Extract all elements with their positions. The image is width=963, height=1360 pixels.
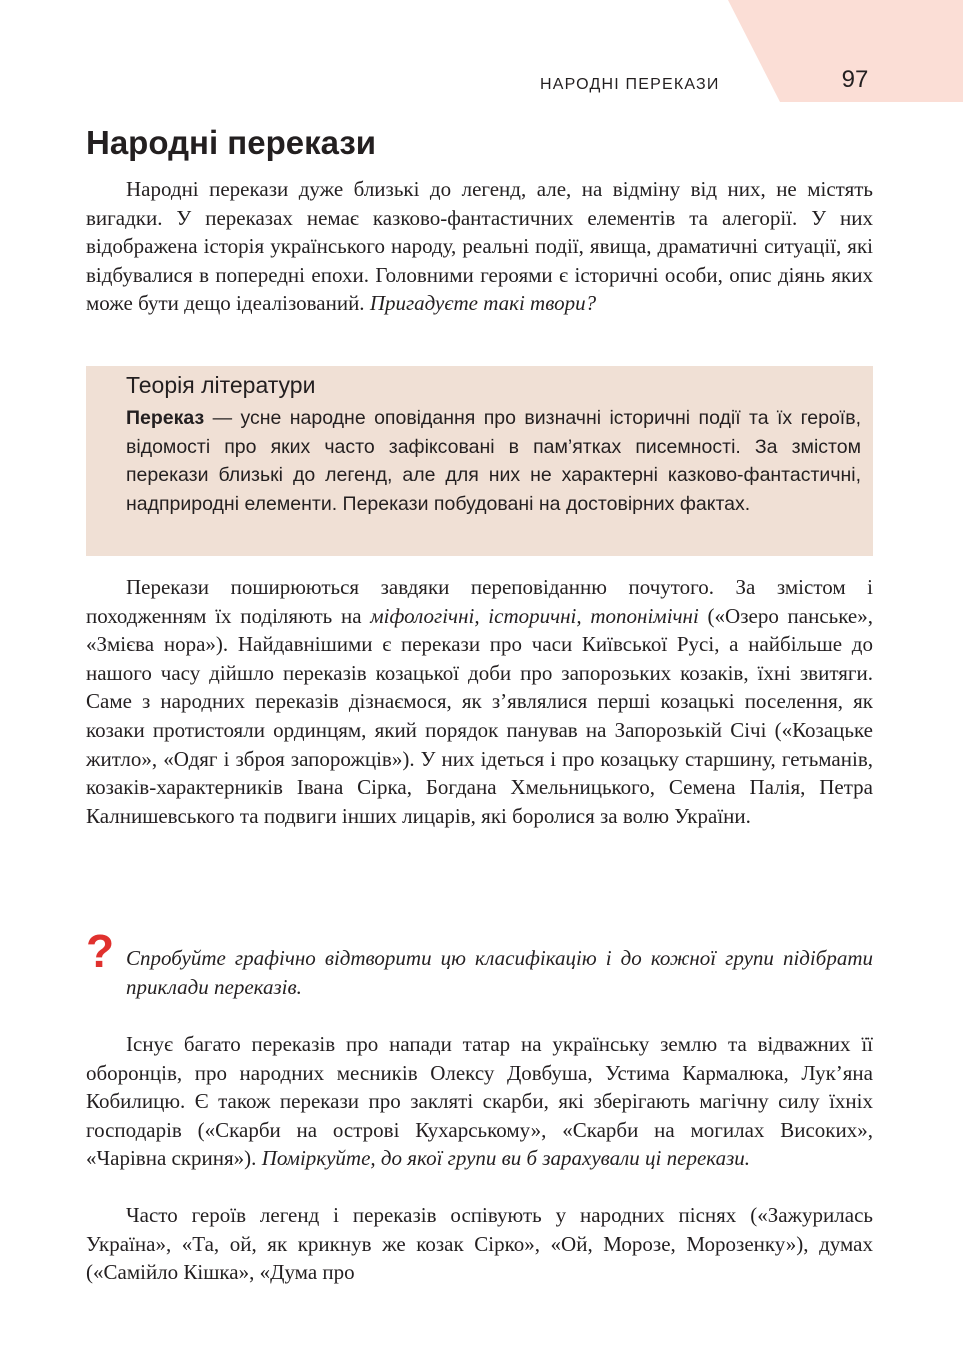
classification-paragraph [86, 573, 873, 830]
classification-types: міфологічні, історичні, топонімічні [370, 603, 699, 628]
page-title: Народні перекази [86, 124, 377, 161]
songs-text: Часто героїв легенд і переказів оспівують у народних піснях («Зажурилась Україна», «Та, ой, як крикнув же козак Сірко», «Ой, Морозе, Морозенку»), думах («Самійло Кішка», «Дума про [86, 1203, 873, 1285]
theory-term: Переказ [126, 407, 205, 429]
treasures-text: Існує багато переказів про напади татар на українську землю та відважних її оборонців, про народних месників Олексу Довбуша, Устима Кармалюка, Лук’яна Кобилицю. Є також перекази про закляті скарби, які зберігають магічну силу їхніх господарів («Скарби на острові Кухарському», «Скарби на могилах Високих», «Чарівна скриня»). [86, 1032, 873, 1171]
intro-paragraph [86, 175, 873, 318]
theory-title: Теорія літератури [126, 372, 316, 398]
running-title: НАРОДНІ ПЕРЕКАЗИ [540, 76, 720, 93]
theory-box [86, 366, 873, 556]
intro-text: Народні перекази дуже близькі до легенд, але, на відміну від них, не містять вигадки. У переказах немає казково-фантастичних елементів та алегорії. У них відображена історія українського народу, реальні події, явища, драматичні ситуації, які відбувалися в попередні епохи. Головними героями є історичні особи, опис діянь яких може бути дещо ідеалізований. [86, 177, 873, 316]
header-corner-decoration [0, 0, 963, 102]
theory-definition [126, 404, 861, 518]
page-number: 97 [841, 66, 869, 93]
classification-rest: («Озеро панське», «Змієва нора»). Найдавнішими є перекази про часи Київської Русі, а найбільше до нашого часу дійшло переказів козацької доби про запорозьких козаків, їхні звитяги. Саме з народних переказів дізнаємося, як з’являлися перші козацькі поселення, як козаки протистояли ординцям, який порядок панував на Запорозькій Січі («Козацьке житло», «Одяг і зброя запорожців»). У них ідеться і про козацьку старшину, гетьманів, козаків-характерників Івана Сірка, Богдана Хмельницького, Семена Палія, Петра Калнишевського та подвиги інших лицарів, які боролися за волю України. [86, 603, 873, 828]
intro-question: Пригадуєте такі твори? [369, 291, 597, 316]
theory-definition-text: — усне народне оповідання про визначні історичні події та їх героїв, відомості про яких часто зафіксовані в пам’ятках писемності. За змістом перекази близькі до легенд, але для них не характерні казково-фантастичні, надприродні елементи. Перекази побудовані на достовірних фактах. [126, 407, 861, 515]
question-mark-icon: ? [86, 925, 115, 977]
question-text: Спробуйте графічно відтворити цю класифікацію і до кожної групи підібрати приклади переказів. [126, 946, 873, 999]
songs-paragraph [86, 1201, 873, 1287]
treasures-paragraph [86, 1030, 873, 1173]
treasures-question: Поміркуйте, до якої групи ви б зарахували ці перекази. [261, 1146, 751, 1171]
classification-start: Перекази поширюються завдяки переповіданню почутого. За змістом і походженням їх поділяють на [86, 575, 873, 628]
